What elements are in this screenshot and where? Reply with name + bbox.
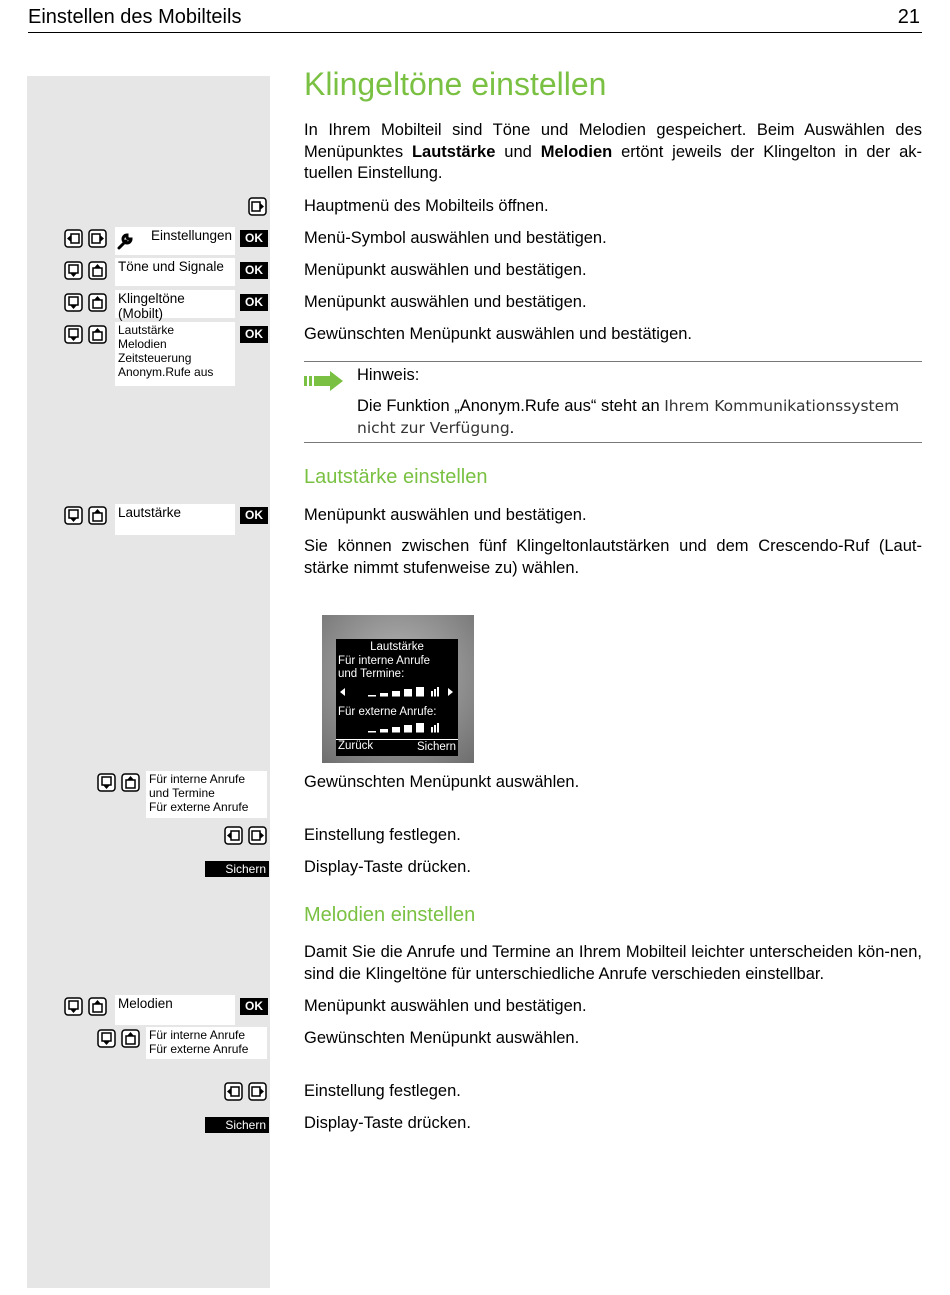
display-lautstaerke: Lautstärke [115,504,235,535]
nav-up-icon [88,261,107,280]
step-menu-1: Menüpunkt auswählen und bestätigen. [304,261,587,279]
step-lautstaerke-4: Display-Taste drücken. [304,858,471,876]
nav-down-icon [97,1029,116,1048]
display-melodien: Melodien [115,995,235,1025]
screen-line: Für interne Anrufe [338,654,431,667]
nav-up-icon [88,293,107,312]
nav-up-icon [88,506,107,525]
nav-right-icon [248,197,267,216]
section-title-melodien: Melodien einstellen [304,904,476,926]
list-item: Für externe Anrufe [149,800,249,814]
step-lautstaerke-3: Einstellung festlegen. [304,826,461,844]
nav-down-icon [64,506,83,525]
nav-right-icon [248,826,267,845]
step-melodien-3: Einstellung festlegen. [304,1082,461,1100]
nav-up-icon [121,773,140,792]
wrench-icon [116,232,134,250]
display-lautstaerke-options [146,771,267,818]
step-melodien-2: Gewünschten Menüpunkt auswählen. [304,1029,580,1047]
hint-arrow-icon [304,370,344,392]
nav-down-icon [64,293,83,312]
header-divider [28,32,922,33]
step-lautstaerke-1: Menüpunkt auswählen und bestätigen. [304,506,587,524]
page-number: 21 [897,6,920,28]
nav-left-icon [224,1082,243,1101]
nav-down-icon [64,997,83,1016]
page-title: Klingeltöne einstellen [304,66,607,102]
nav-up-icon [121,1029,140,1048]
volume-bars-icon [336,685,458,699]
nav-left-icon [64,229,83,248]
screen-line: Für externe Anrufe: [338,706,437,718]
screen-save-softkey: Sichern [417,741,456,753]
list-item: Anonym.Rufe aus [118,365,214,379]
list-item: Für interne Anrufe [149,1028,246,1042]
note-bottom-rule [304,442,922,443]
list-item: Lautstärke [118,323,175,337]
section-title-lautstaerke: Lautstärke einstellen [304,466,488,488]
list-item: Für externe Anrufe [149,1042,249,1056]
list-item: Melodien [118,337,167,351]
list-item: und Termine [149,786,215,800]
ok-key[interactable]: OK [240,230,268,247]
step-menu-2: Menüpunkt auswählen und bestätigen. [304,293,587,311]
display-submenu [115,322,235,386]
list-item: Zeitsteuerung [118,351,192,365]
nav-up-icon [88,325,107,344]
nav-down-icon [64,261,83,280]
phone-screen [336,639,458,756]
display-klingeltoene: Klingeltöne (Mobilt) [115,290,235,318]
display-melodien-options [146,1027,267,1059]
step-open-menu: Hauptmenü des Mobilteils öffnen. [304,197,549,215]
ok-key[interactable]: OK [240,998,268,1015]
screen-back-softkey: Zurück [338,740,374,752]
screen-line: und Termine: [338,668,405,680]
step-melodien-1: Menüpunkt auswählen und bestätigen. [304,997,587,1015]
nav-right-icon [248,1082,267,1101]
nav-down-icon [64,325,83,344]
step-choose-item: Gewünschten Menüpunkt auswählen und bestätigen. [304,325,693,343]
intro-paragraph: In Ihrem Mobilteil sind Töne und Melodien gespeichert. Beim Auswählen des Menüpunktes Lautstärke und Melodien ertönt jeweils der Klingelton in der ak-tuellen Einstellung. [304,121,923,182]
ok-key[interactable]: OK [240,507,268,524]
nav-right-icon [88,229,107,248]
note-heading: Hinweis: [357,366,420,384]
ok-key[interactable]: OK [240,262,268,279]
step-select-symbol: Menü-Symbol auswählen und bestätigen. [304,229,607,247]
ok-key[interactable]: OK [240,326,268,343]
volume-bars-icon [336,721,458,735]
display-toene: Töne und Signale [115,258,235,286]
screen-title: Lautstärke [370,641,424,653]
nav-up-icon [88,997,107,1016]
nav-down-icon [97,773,116,792]
display-einstellungen: Einstellungen [115,227,235,255]
header-title: Einstellen des Mobilteils [28,6,242,28]
nav-left-icon [224,826,243,845]
ok-key[interactable]: OK [240,294,268,311]
save-softkey[interactable]: Sichern [205,1117,269,1133]
note-top-rule [304,361,922,362]
note-text: Die Funktion „Anonym.Rufe aus“ steht an Ihrem Kommunikationssystem nicht zur Verfügung. [357,397,900,437]
list-item: Für interne Anrufe [149,772,246,786]
lautstaerke-paragraph: Sie können zwischen fünf Klingeltonlautstärken und dem Crescendo-Ruf (Laut-stärke nimmt stufenweise zu) wählen. [304,537,922,577]
step-lautstaerke-2: Gewünschten Menüpunkt auswählen. [304,773,580,791]
melodien-paragraph: Damit Sie die Anrufe und Termine an Ihrem Mobilteil leichter unterscheiden kön-nen, sind die Klingeltöne für unterschiedliche Anrufe verschieden einstellbar. [304,943,922,983]
save-softkey[interactable]: Sichern [205,861,269,877]
step-melodien-4: Display-Taste drücken. [304,1114,471,1132]
